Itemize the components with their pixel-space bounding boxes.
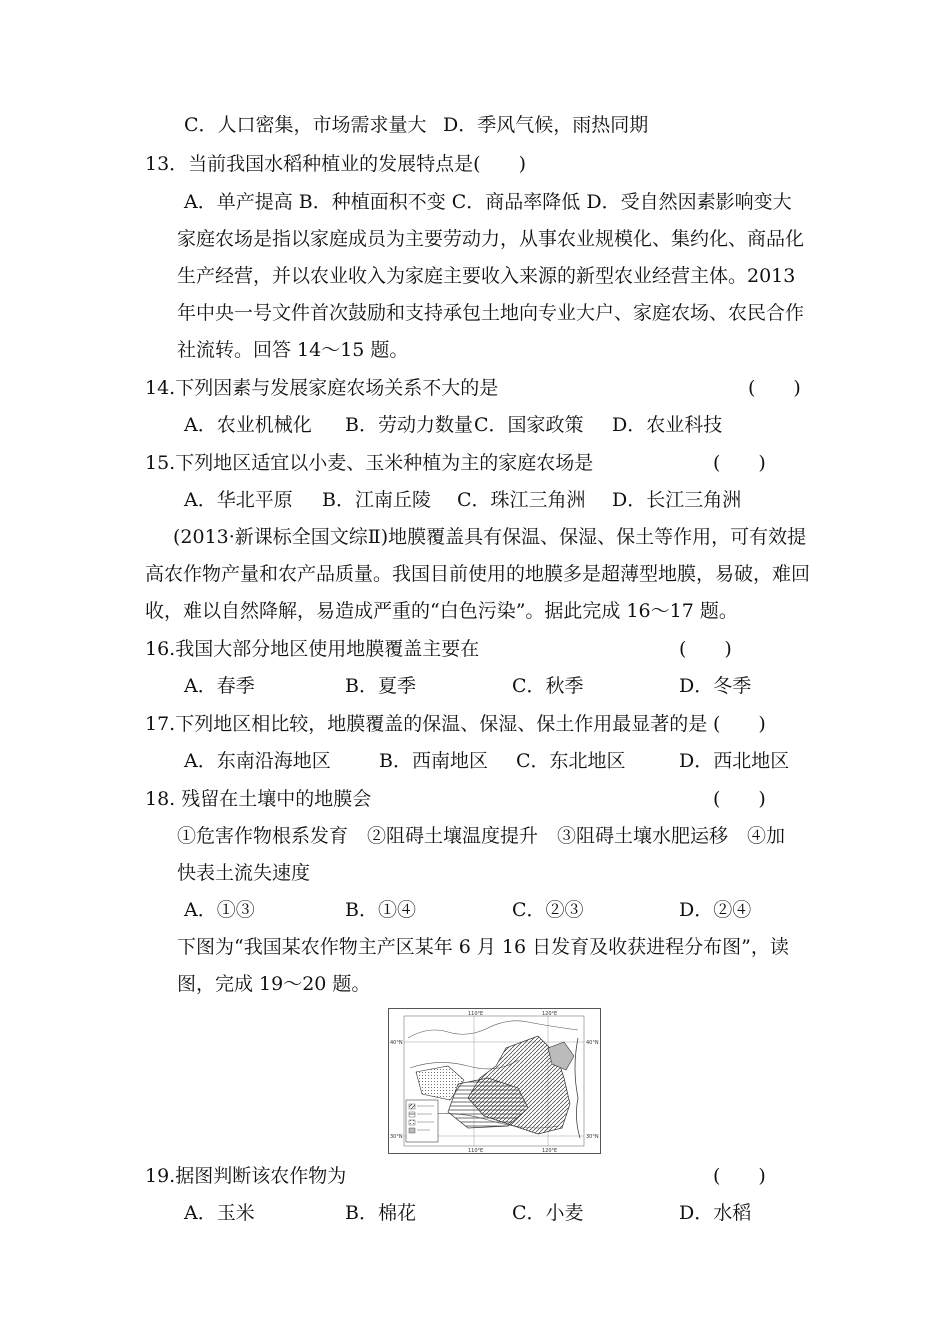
passage1-line: 社流转。回答 14～15 题。 bbox=[177, 339, 409, 361]
crop-progress-map bbox=[388, 1008, 601, 1154]
q18-stem: 18. 残留在土壤中的地膜会 bbox=[145, 788, 372, 810]
q16-option-c: C．秋季 bbox=[512, 675, 584, 697]
q18-items-line: 快表土流失速度 bbox=[177, 862, 311, 884]
q18-option-c: C．②③ bbox=[512, 899, 584, 921]
q15-option-a: A．华北平原 bbox=[184, 489, 293, 511]
q14-option-c: C．国家政策 bbox=[474, 414, 584, 436]
passage2-line: 高农作物产量和农产品质量。我国目前使用的地膜多是超薄型地膜，易破，难回 bbox=[145, 563, 811, 585]
lat-label: 30°N bbox=[390, 1134, 403, 1140]
lon-label: 120°E bbox=[542, 1011, 558, 1017]
q14-answer-paren: ( ) bbox=[748, 377, 801, 399]
passage3-line: 图，完成 19～20 题。 bbox=[177, 973, 371, 995]
passage1-line: 家庭农场是指以家庭成员为主要劳动力，从事农业规模化、集约化、商品化 bbox=[177, 228, 805, 250]
lon-label: 110°E bbox=[468, 1011, 484, 1017]
legend-swatch bbox=[409, 1128, 415, 1133]
lon-label: 110°E bbox=[468, 1148, 484, 1154]
q16-answer-paren: ( ) bbox=[679, 638, 732, 660]
q16-stem: 16.我国大部分地区使用地膜覆盖主要在 bbox=[145, 638, 480, 660]
q14-option-a: A．农业机械化 bbox=[184, 414, 312, 436]
q18-option-a: A．①③ bbox=[184, 899, 255, 921]
q19-option-a: A．玉米 bbox=[184, 1202, 255, 1224]
q16-option-d: D．冬季 bbox=[679, 675, 752, 697]
q15-answer-paren: ( ) bbox=[713, 452, 766, 474]
q18-answer-paren: ( ) bbox=[713, 788, 766, 810]
q19-stem: 19.据图判断该农作物为 bbox=[145, 1165, 347, 1187]
q15-option-c: C．珠江三角洲 bbox=[457, 489, 586, 511]
passage3-line: 下图为“我国某农作物主产区某年 6 月 16 日发育及收获进程分布图”，读 bbox=[177, 936, 789, 958]
q17-option-c: C．东北地区 bbox=[516, 750, 626, 772]
passage1-line: 年中央一号文件首次鼓励和支持承包土地向专业大户、家庭农场、农民合作 bbox=[177, 302, 805, 324]
lon-label: 120°E bbox=[542, 1148, 558, 1154]
legend-swatch bbox=[409, 1120, 415, 1125]
lat-label: 30°N bbox=[586, 1134, 599, 1140]
q14-stem: 14.下列因素与发展家庭农场关系不大的是 bbox=[145, 377, 499, 399]
q14-option-b: B．劳动力数量 bbox=[345, 414, 473, 436]
q13-stem: 13．当前我国水稻种植业的发展特点是( ) bbox=[145, 153, 527, 175]
lat-label: 40°N bbox=[586, 1040, 599, 1046]
legend-swatch bbox=[409, 1112, 415, 1117]
q18-option-b: B．①④ bbox=[345, 899, 416, 921]
lat-label: 40°N bbox=[390, 1040, 403, 1046]
passage2-line: (2013·新课标全国文综Ⅱ)地膜覆盖具有保温、保湿、保土等作用，可有效提 bbox=[173, 526, 807, 548]
q19-option-b: B．棉花 bbox=[345, 1202, 416, 1224]
q19-option-c: C．小麦 bbox=[512, 1202, 584, 1224]
q12-option-c: C．人口密集，市场需求量大 bbox=[184, 114, 427, 136]
q17-answer-paren: ( ) bbox=[713, 713, 766, 735]
q16-option-a: A．春季 bbox=[184, 675, 255, 697]
q17-option-a: A．东南沿海地区 bbox=[184, 750, 331, 772]
q17-option-d: D．西北地区 bbox=[679, 750, 790, 772]
q17-stem: 17.下列地区相比较，地膜覆盖的保温、保湿、保土作用最显著的是 bbox=[145, 713, 708, 735]
q17-option-b: B．西南地区 bbox=[379, 750, 488, 772]
q12-option-d: D．季风气候，雨热同期 bbox=[443, 114, 649, 136]
q14-option-d: D．农业科技 bbox=[612, 414, 723, 436]
q15-option-d: D．长江三角洲 bbox=[612, 489, 742, 511]
q16-option-b: B．夏季 bbox=[345, 675, 416, 697]
q19-answer-paren: ( ) bbox=[713, 1165, 766, 1187]
q19-option-d: D．水稻 bbox=[679, 1202, 752, 1224]
q18-items-line: ①危害作物根系发育 ②阻碍土壤温度提升 ③阻碍土壤水肥运移 ④加 bbox=[177, 825, 786, 847]
q18-option-d: D．②④ bbox=[679, 899, 752, 921]
q15-option-b: B．江南丘陵 bbox=[322, 489, 431, 511]
q13-options: A．单产提高 B．种植面积不变 C．商品率降低 D．受自然因素影响变大 bbox=[184, 191, 792, 213]
legend-swatch bbox=[409, 1104, 415, 1109]
passage2-line: 收，难以自然降解，易造成严重的“白色污染”。据此完成 16～17 题。 bbox=[145, 600, 738, 622]
passage1-line: 生产经营，并以农业收入为家庭主要收入来源的新型农业经营主体。2013 bbox=[177, 265, 796, 287]
q15-stem: 15.下列地区适宜以小麦、玉米种植为主的家庭农场是 bbox=[145, 452, 594, 474]
